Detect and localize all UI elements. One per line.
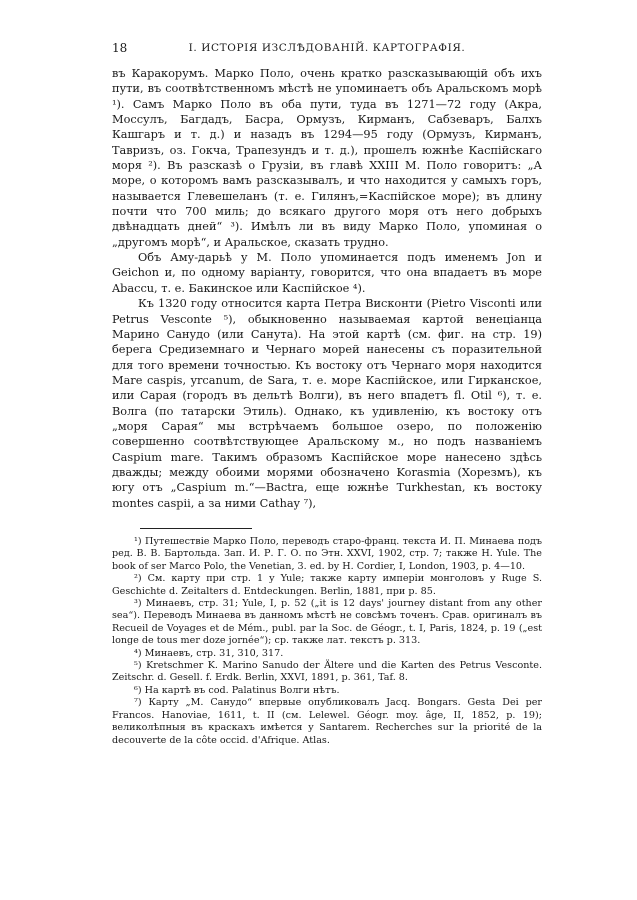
footnote-divider [140,528,252,529]
page-header [112,40,542,56]
footnote-4: ⁴) Минаевъ, стр. 31, 310, 317. [134,647,284,659]
footnotes [112,536,542,747]
paragraph-2: Объ Аму-дарьѣ у М. Поло упоминается подъ именемъ Jon и Geichon и, по одному варіанту, говорится, что она впадаетъ въ море Abaccu, т. е. Бакинское или Каспійское ⁴). [112,251,542,295]
footnote-3: ³) Минаевъ, стр. 31; Yule, I, p. 52 („it is 12 days' journey distant from any other sea“). Переводъ Минаева въ данномъ мѣстѣ не совсѣмъ точенъ. Срав. оригиналъ въ Recueil de Voyages et de Mém., publ. par la Soc. de Géogr., t. I, Paris, 1824, p. 19 („est longe de tous mer doze jornée“); ср. также лат. текстъ р. 313. [112,598,542,647]
main-text [112,66,542,511]
footnote-6: ⁶) На картѣ въ cod. Palatinus Волги нѣтъ. [134,684,340,696]
paragraph-3: Къ 1320 году относится карта Петра Висконти (Pietro Visconti или Petrus Vesconte ⁵), обыкновенно называемая картой венеціанца Марино Санудо (или Санута). На этой картѣ (см. фиг. на стр. 19) берега Средиземнаго и Чернаго морей нанесены съ поразительной для того времени точностью. Къ востоку отъ Чернаго моря находится Mare caspis, yrcanum, de Sara, т. е. море Каспійское, или Гирканское, или Сарая (городъ въ дельтѣ Волги), въ него впадетъ fl. Otil ⁶), т. е. Волга (по татарски Этиль). Однако, къ удивленію, къ востоку отъ „моря Сарая“ мы встрѣчаемъ большое озеро, по положенію совершенно соотвѣтствующее Аральскому м., но подъ названіемъ Caspium mare. Такимъ образомъ Каспійское море нанесено здѣсь дважды; между обоими морями обозначено Korasmia (Хорезмъ), къ югу отъ „Caspium m.“—Bactra, еще южнѣе Turkhestan, къ востоку montes caspii, а за ними Cathay ⁷), [112,297,542,510]
footnote-5: ⁵) Kretschmer K. Marino Sanudo der Ältere und die Karten des Petrus Vesconte. Zeitschr. d. Gesell. f. Erdk. Berlin, XXVI, 1891, p. 361, Taf. 8. [112,660,542,684]
running-title: I. ИСТОРІЯ ИЗСЛѢДОВАНІЙ. КАРТОГРАФІЯ. [188,42,466,54]
page-number: 18 [112,41,128,55]
footnote-7: ⁷) Карту „М. Санудо“ впервые опубликовалъ Jacq. Bongars. Gesta Dei per Francos. Hanoviae, 1611, t. II (см. Lelewel. Géogr. moy. âge, II, 1852, p. 19); великолѣпныя въ краскахъ имѣется у Santarem. Recherches sur la priorité de la decouverte de la côte occid. d'Afrique. Atlas. [112,697,542,746]
paragraph-1: въ Каракорумъ. Марко Поло, очень кратко разсказывающій объ ихъ пути, въ соотвѣтственномъ мѣстѣ не упоминаетъ объ Аральскомъ морѣ ¹). Самъ Марко Поло въ оба пути, туда въ 1271—72 году (Акра, Моссулъ, Багдадъ, Басра, Ормузъ, Кирманъ, Сабзеваръ, Балхъ Кашгаръ и т. д.) и назадъ въ 1294—95 году (Ормузъ, Кирманъ, Тавризъ, оз. Гокча, Трапезундъ и т. д.), прошелъ южнѣе Каспійскаго моря ²). Въ разсказѣ о Грузіи, въ главѣ XXIII М. Поло говоритъ: „А море, о которомъ вамъ разсказывалъ, и что находится у самыхъ горъ, называется Глевешеланъ (т. е. Гилянъ,=Каспійское море); въ длину почти что 700 миль; до всякаго другого моря отъ него добрыхъ двѣнадцать дней“ ³). Имѣлъ ли въ виду Марко Поло, упоминая о „другомъ морѣ“, и Аральское, сказать трудно. [112,67,543,249]
footnote-1: ¹) Путешествіе Марко Поло, переводъ старо-франц. текста И. П. Минаева подъ ред. В. В. Бартольда. Зап. И. Р. Г. О. по Этн. XXVI, 1902, стр. 7; также H. Yule. The book of ser Marco Polo, the Venetian, 3. ed. by H. Cordier, I, London, 1903, p. 4—10. [112,536,542,572]
footnote-2: ²) См. карту при стр. 1 у Yule; также карту имперіи монголовъ у Ruge S. Geschichte d. Zeitalters d. Entdeckungen. Berlin, 1881, при р. 85. [112,573,542,597]
